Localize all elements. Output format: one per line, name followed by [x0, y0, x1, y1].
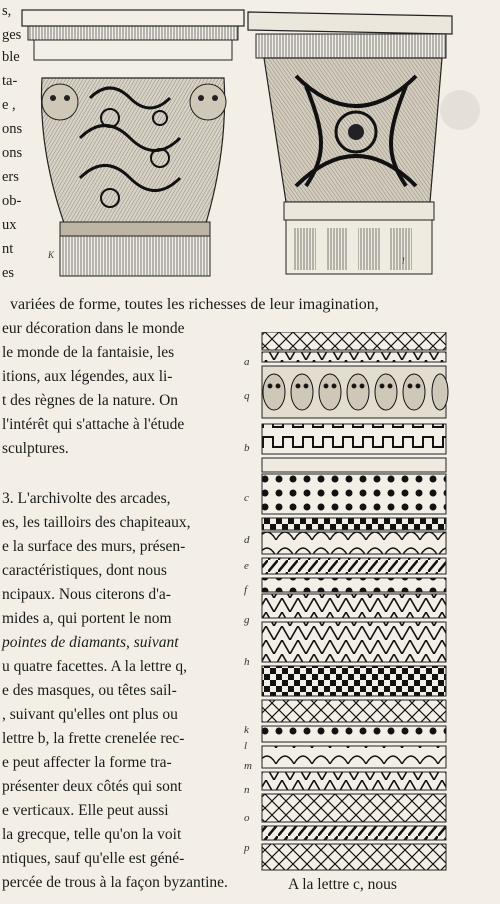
text-line: ntiques, sauf qu'elle est géné- — [2, 850, 185, 867]
fragment-line: ta- — [2, 73, 18, 89]
ornament-label: l — [244, 740, 248, 752]
text-line: sculptures. — [2, 440, 69, 457]
text-line: t des règnes de la nature. On — [2, 392, 179, 409]
text-line: e verticaux. Elle peut aussi — [2, 802, 169, 819]
text-line: e des masques, ou têtes sail- — [2, 682, 177, 699]
ornament-label: f — [244, 584, 248, 596]
ornament-label: e — [244, 560, 249, 572]
ornament-label: n — [244, 784, 250, 796]
fragment-line: s, — [2, 3, 12, 19]
bottom-line-end: A la lettre c, nous — [288, 876, 397, 893]
paper-stain — [440, 90, 480, 130]
text-line: caractéristiques, dont nous — [2, 562, 167, 579]
ornament-label: o — [244, 812, 250, 824]
text-line: mides a, qui portent le nom — [2, 610, 172, 627]
fragment-line: e , — [2, 97, 16, 113]
text-line: percée de trous à la façon byzantine. — [2, 874, 228, 891]
fragment-line: ons — [2, 145, 23, 161]
ornament-label: q — [244, 390, 250, 402]
fragment-line: nt — [2, 241, 14, 257]
fragment-line: ux — [2, 217, 17, 233]
text-line: es, les tailloirs des chapiteaux, — [2, 514, 191, 531]
text-line: l'intérêt qui s'attache à l'étude — [2, 416, 185, 433]
ornament-label: a — [244, 356, 250, 368]
text-line: e la surface des murs, présen- — [2, 538, 186, 555]
text-line: pointes de diamants, suivant — [2, 634, 179, 651]
capital-l-engraving — [246, 6, 460, 278]
text-line: eur décoration dans le monde — [2, 320, 185, 337]
fragment-line: ble — [2, 49, 20, 65]
fragment-line: ges — [2, 27, 22, 43]
ornament-label: h — [244, 656, 250, 668]
ornament-label: c — [244, 492, 249, 504]
ornament-label: p — [244, 842, 250, 854]
text-line: 3. L'archivolte des arcades, — [2, 490, 171, 507]
text-line: présenter deux côtés qui sont — [2, 778, 182, 795]
figure-letter-l: l — [402, 256, 405, 266]
ornament-label: k — [244, 724, 249, 736]
fragment-line: es — [2, 265, 15, 281]
ornament-label: m — [244, 760, 252, 772]
text-line: le monde de la fantaisie, les — [2, 344, 175, 361]
text-line: la grecque, telle qu'on la voit — [2, 826, 182, 843]
text-line: u quatre facettes. A la lettre q, — [2, 658, 188, 675]
text-line: e peut affecter la forme tra- — [2, 754, 172, 771]
text-line: , suivant qu'elles ont plus ou — [2, 706, 178, 723]
capital-k-engraving — [20, 8, 248, 280]
fragment-line: ob- — [2, 193, 22, 209]
text-line: lettre b, la frette crenelée rec- — [2, 730, 185, 747]
fragment-line: ons — [2, 121, 23, 137]
ornament-label: b — [244, 442, 250, 454]
ornament-label: d — [244, 534, 250, 546]
fragment-line: ers — [2, 169, 19, 185]
figure-letter-k: K — [48, 250, 55, 260]
ornament-column-engraving — [258, 332, 450, 872]
body-top-line: variées de forme, toutes les richesses de leur imagination, — [10, 296, 379, 313]
text-line: itions, aux légendes, aux li- — [2, 368, 173, 385]
text-line: ncipaux. Nous citerons d'a- — [2, 586, 171, 603]
ornament-label: g — [244, 614, 250, 626]
